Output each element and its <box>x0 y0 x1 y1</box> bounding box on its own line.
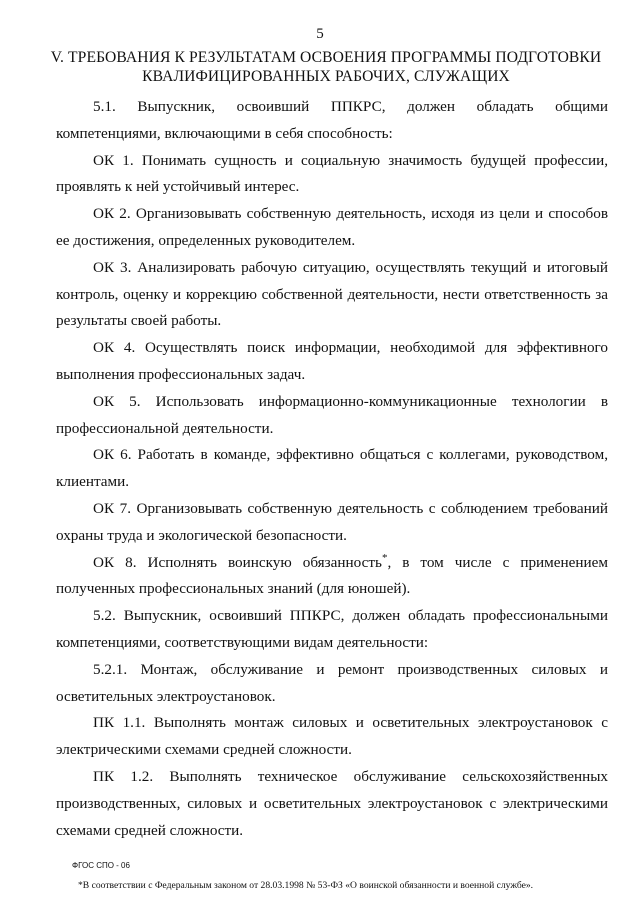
section-heading: V. ТРЕБОВАНИЯ К РЕЗУЛЬТАТАМ ОСВОЕНИЯ ПРОГРАММЫ ПОДГОТОВКИ КВАЛИФИЦИРОВАННЫХ РАБОЧИХ, СЛУЖАЩИХ <box>50 49 602 85</box>
page-number: 5 <box>316 26 324 42</box>
ok-8-text-end: , в том числе с применением полученных профессиональных знаний (для юношей). <box>56 553 608 598</box>
ok-8-text-start: ОК 8. Исполнять воинскую обязанность <box>93 553 382 571</box>
paragraph-ok-2: ОК 2. Организовывать собственную деятельность, исходя из цели и способов ее достижения, определенных руководителем. <box>56 205 608 249</box>
paragraph-pk-1-1: ПК 1.1. Выполнять монтаж силовых и осветительных электроустановок с электрическими схемами средней сложности. <box>56 714 608 759</box>
paragraph-ok-6: ОК 6. Работать в команде, эффективно общаться с коллегами, руководством, клиентами. <box>56 446 608 491</box>
paragraph-ok-3: ОК 3. Анализировать рабочую ситуацию, осуществлять текущий и итоговый контроль, оценку и коррекцию собственной деятельности, нести ответственность за результаты своей работы. <box>56 258 608 330</box>
paragraph-ok-1: ОК 1. Понимать сущность и социальную значимость будущей профессии, проявлять к ней устойчивый интерес. <box>56 151 608 196</box>
footer-code: ФГОС СПО - 06 <box>72 861 130 870</box>
paragraph-ok-7: ОК 7. Организовывать собственную деятельность с соблюдением требований охраны труда и экологической безопасности. <box>56 499 608 544</box>
paragraph-5-2-1: 5.2.1. Монтаж, обслуживание и ремонт производственных силовых и осветительных электроустановок. <box>56 660 608 705</box>
paragraph-5-1: 5.1. Выпускник, освоивший ППКРС, должен обладать общими компетенциями, включающими в себя способность: <box>56 98 608 142</box>
paragraph-5-2: 5.2. Выпускник, освоивший ППКРС, должен обладать профессиональными компетенциями, соответствующими видам деятельности: <box>56 607 608 651</box>
footnote: *В соответствии с Федеральным законом от 28.03.1998 № 53-ФЗ «О воинской обязанности и военной службе». <box>78 880 534 891</box>
paragraph-ok-4: ОК 4. Осуществлять поиск информации, необходимой для эффективного выполнения профессиональных задач. <box>56 339 608 383</box>
footnote-mark: * <box>381 551 388 564</box>
paragraph-pk-1-2: ПК 1.2. Выполнять техническое обслуживание сельскохозяйственных производственных, силовых и осветительных электроустановок с электрическими схемами средней сложности. <box>56 767 608 839</box>
document-body <box>56 94 608 844</box>
paragraph-ok-8 <box>56 550 608 604</box>
paragraph-ok-5: ОК 5. Использовать информационно-коммуникационные технологии в профессиональной деятельности. <box>56 392 608 437</box>
